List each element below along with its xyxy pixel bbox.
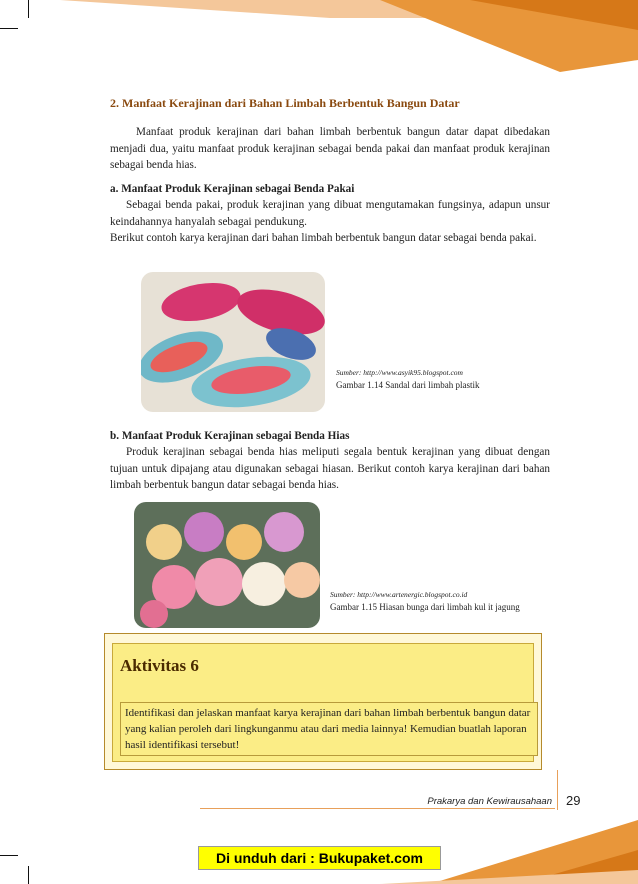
part-a-block	[110, 183, 550, 247]
footer-divider	[557, 770, 558, 810]
download-watermark: Di unduh dari : Bukupaket.com	[198, 846, 441, 870]
part-b-heading: b. Manfaat Produk Kerajinan sebagai Benda Hias	[110, 430, 350, 442]
intro-block	[110, 124, 550, 174]
figure-1-15-caption	[330, 588, 520, 614]
sandal-photo	[141, 272, 325, 412]
part-b-paragraph: Produk kerajinan sebagai benda hias meliputi segala bentuk kerajinan yang dibuat dengan tujuan untuk dipajang atau digunakan sebagai hiasan. Berikut contoh karya kerajinan dari bahan limbah berbentuk bangun datar sebagai benda hias.	[110, 446, 550, 491]
part-b-block	[110, 430, 550, 494]
figure-source: Sumber: http://www.asyik95.blogspot.com	[336, 368, 463, 377]
figure-source: Sumber: http://www.artenergic.blogspot.co.id	[330, 590, 468, 599]
activity-title: Aktivitas 6	[120, 656, 199, 675]
intro-paragraph: Manfaat produk kerajinan dari bahan limbah berbentuk bangun datar dapat dibedakan menjadi dua, yaitu manfaat produk kerajinan sebagai benda pakai dan manfaat produk kerajinan sebagai benda hias.	[110, 126, 550, 171]
activity-text: Identifikasi dan jelaskan manfaat karya kerajinan dari bahan limbah berbentuk bangun datar yang kalian peroleh dari lingkunganmu atau dari media lainnya! Kemudian buatlah laporan hasil identifikasi tersebut!	[120, 702, 538, 756]
book-title: Prakarya dan Kewirausahaan	[427, 796, 552, 807]
figure-caption: Gambar 1.15 Hiasan bunga dari limbah kul it jagung	[330, 602, 520, 612]
figure-1-14-caption	[336, 366, 479, 392]
header-decoration	[0, 0, 638, 90]
part-a-heading: a. Manfaat Produk Kerajinan sebagai Benda Pakai	[110, 183, 355, 195]
footer-rule	[200, 808, 555, 809]
page-number: 29	[566, 793, 581, 808]
section-title: 2. Manfaat Kerajinan dari Bahan Limbah Berbentuk Bangun Datar	[110, 96, 460, 110]
figure-caption: Gambar 1.14 Sandal dari limbah plastik	[336, 380, 480, 390]
corn-husk-flowers-photo	[134, 502, 320, 628]
part-a-paragraph-1: Sebagai benda pakai, produk kerajinan yang dibuat mengutamakan fungsinya, adapun unsur keindahannya hanyalah sebagai pendukung.	[110, 199, 550, 228]
part-a-paragraph-2: Berikut contoh karya kerajinan dari bahan limbah berbentuk bangun datar sebagai benda pakai.	[110, 232, 537, 244]
